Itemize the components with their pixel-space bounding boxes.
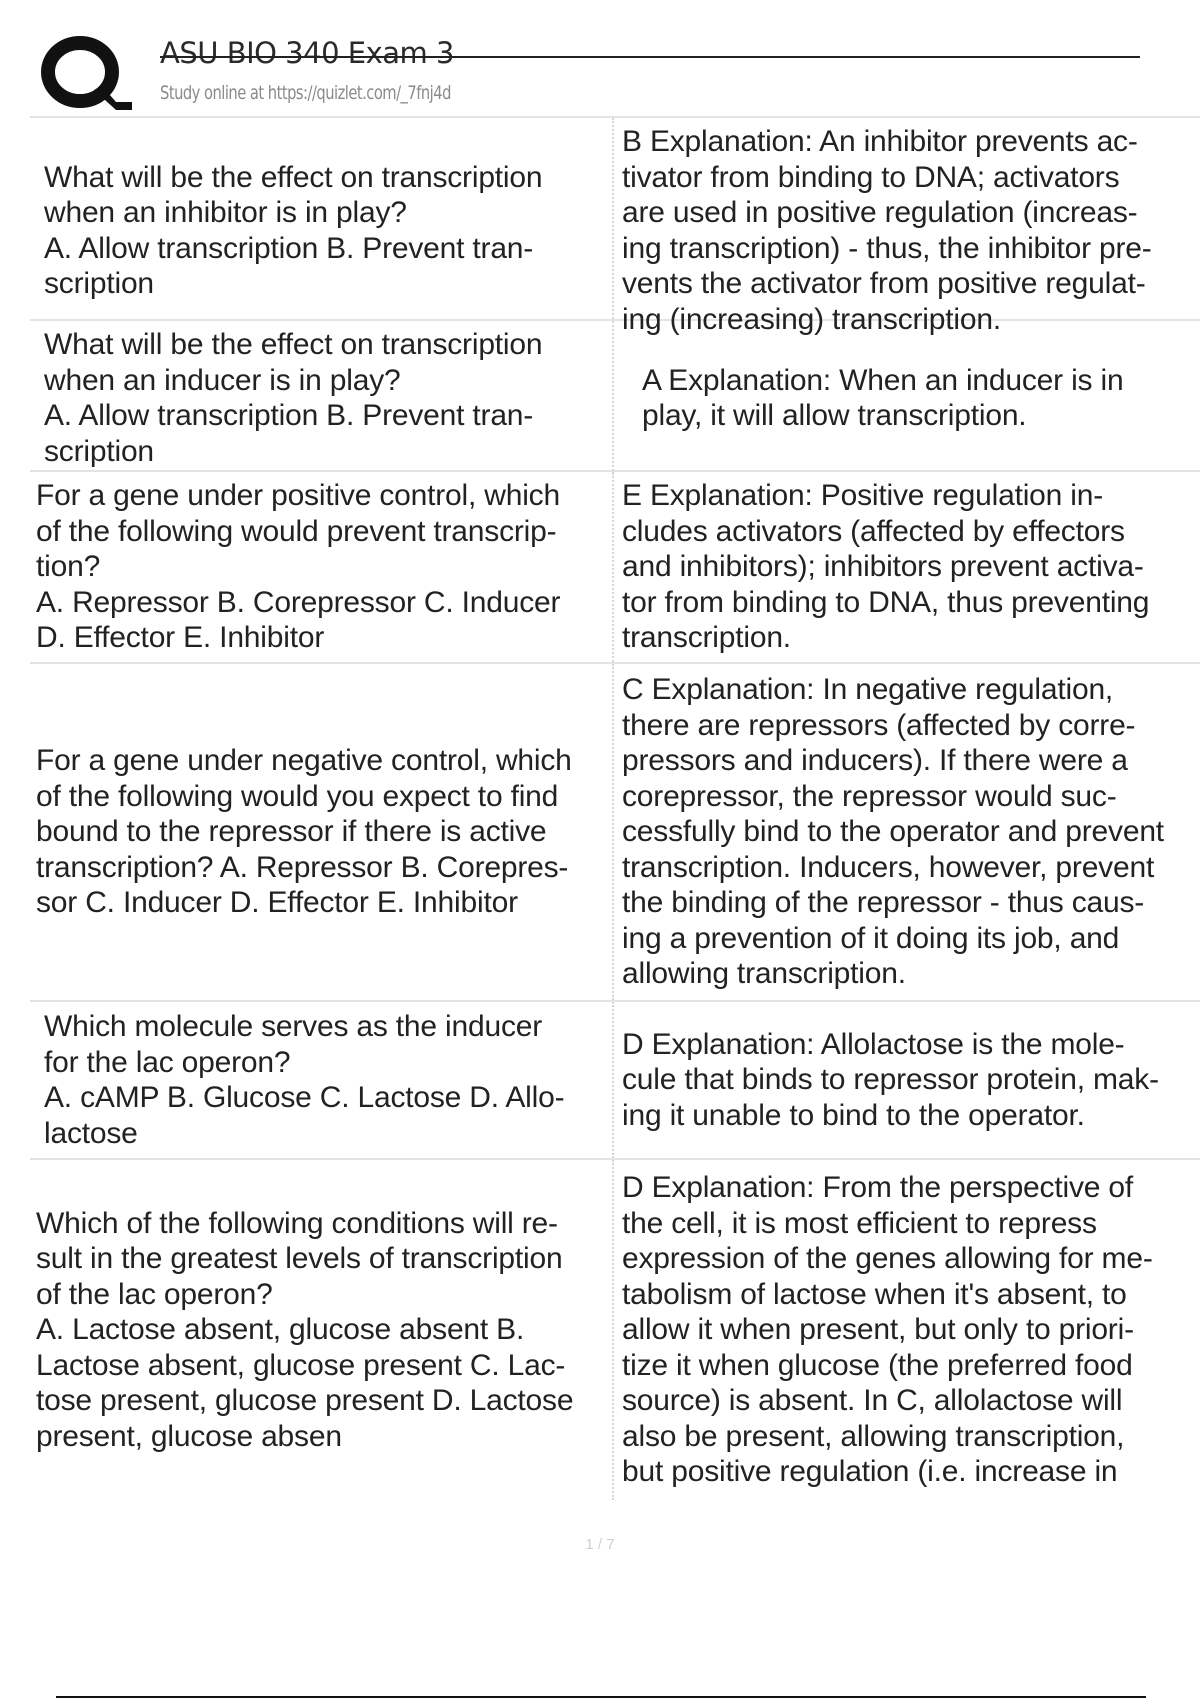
flashcard [30, 319, 1200, 470]
card-term: Which molecule serves as the inducer for the lac operon? A. cAMP B. Glucose C. Lactose D. Allo- lactose [44, 1010, 565, 1150]
card-term: Which of the following conditions will re- sult in the greatest levels of transcription of the lac operon? A. Lactose absent, glucose absent B. Lactose absent, glucose present C. Lac- tose present, glucose present D. Lactose present, glucose absen [36, 1206, 574, 1453]
page-header [30, 28, 1140, 118]
quizlet-logo-icon [32, 32, 142, 116]
card-definition: C Explanation: In negative regulation, there are repressors (affected by corre- pressors and inducers). If there were a corepressor, the repressor would suc- cessfully bind to the operator and prevent transcription. Inducers, however, prevent the binding of the repressor - thus caus- ing a prevention of it doing its job, and allowing transcription. [612, 664, 1200, 1000]
card-definition: D Explanation: Allolactose is the mole- cule that binds to repressor protein, mak- ing it unable to bind to the operator. [612, 1002, 1200, 1158]
card-definition: D Explanation: From the perspective of the cell, it is most efficient to repress expression of the genes allowing for me- tabolism of lactose when it's absent, to allow it when present, but only to priori- tize it when glucose (the preferred food source) is absent. In C, allolactose will also be present, allowing transcription, but positive regulation (i.e. increase in [612, 1160, 1200, 1500]
set-title: ASU BIO 340 Exam 3 [160, 36, 454, 70]
study-online-link[interactable]: Study online at https://quizlet.com/_7fnj4d [160, 82, 451, 104]
card-term: What will be the effect on transcription when an inducer is in play? A. Allow transcription B. Prevent tran- scription [44, 328, 543, 468]
flashcard [30, 662, 1200, 1000]
card-definition: E Explanation: Positive regulation in- cludes activators (affected by effectors and inhibitors); inhibitors prevent activa- tor from binding to DNA, thus preventing transcription. [612, 472, 1200, 662]
page-bottom-divider [56, 1696, 1146, 1698]
flashcard [30, 470, 1200, 662]
flashcard [30, 116, 1200, 336]
card-term: For a gene under positive control, which of the following would prevent transcrip- tion? A. Repressor B. Corepressor C. Inducer D. Effector E. Inhibitor [36, 479, 561, 655]
card-term: What will be the effect on transcription when an inhibitor is in play? A. Allow transcription B. Prevent tran- scription [44, 160, 543, 300]
flashcard-list [30, 116, 1200, 1500]
card-definition: B Explanation: An inhibitor prevents ac- tivator from binding to DNA; activators are used in positive regulation (increas- ing transcription) - thus, the inhibitor pre- vents the activator from positive regulat- ing (increasing) transcription. [612, 118, 1200, 343]
title-strike-line [160, 56, 1140, 58]
card-definition: A Explanation: When an inducer is in play, it will allow transcription. [612, 321, 1200, 475]
page-number: 1 / 7 [585, 1536, 615, 1553]
flashcard [30, 1158, 1200, 1500]
flashcard [30, 1000, 1200, 1158]
card-term: For a gene under negative control, which of the following would you expect to find bound to the repressor if there is active transcription? A. Repressor B. Corepres- sor C. Inducer D. Effector E. Inhibitor [36, 744, 572, 920]
